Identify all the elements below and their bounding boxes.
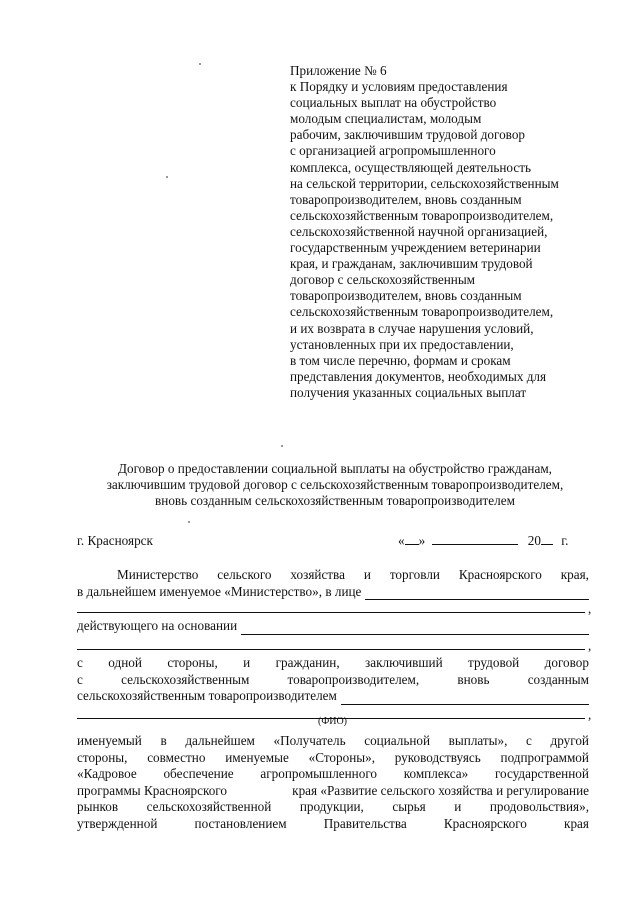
annex-line: с организацией агропромышленного (290, 143, 496, 159)
justified-line (77, 672, 589, 689)
annex-line: края, и гражданам, заключившим трудовой (290, 256, 533, 272)
word: постановлением (194, 815, 287, 831)
word: с (77, 655, 83, 670)
word: продовольствия», (489, 799, 589, 814)
annex-line: в том числе перечню, формам и срокам (290, 352, 511, 368)
annex-line: Приложение № 6 (290, 63, 387, 78)
annex-line: товаропроизводителем, вновь созданным (290, 191, 522, 207)
comma: , (588, 638, 592, 653)
annex-line: представления документов, необходимых для (290, 368, 547, 384)
comma: , (588, 601, 592, 616)
basis-label: действующего на основании (77, 618, 238, 633)
annex-line: установленных при их предоставлении, (290, 336, 514, 352)
word: сельскохозяйственной (146, 799, 272, 814)
representative-blank[interactable] (365, 587, 589, 600)
annex-line: товаропроизводителем, вновь созданным (290, 288, 522, 304)
word: социальной (364, 733, 431, 748)
word: вновь (457, 671, 490, 687)
word: хозяйства (290, 567, 345, 582)
scan-speck (281, 445, 283, 447)
word: и (363, 567, 371, 582)
blank-line[interactable] (77, 612, 585, 613)
word: товаропроизводителем, (287, 671, 420, 687)
year-prefix: 20 (527, 533, 541, 548)
word: выплаты», (448, 733, 508, 748)
scan-speck (199, 63, 201, 65)
word: утвержденной (77, 815, 158, 831)
basis-line (77, 618, 589, 635)
word: Красноярского (458, 567, 542, 582)
justified-line (77, 799, 589, 816)
justified-line (77, 766, 589, 783)
word: края, (560, 567, 589, 582)
word: гражданин, (275, 655, 340, 670)
annex-line: на сельской территории, сельскохозяйственным (290, 175, 559, 191)
justified-line (77, 655, 589, 672)
word: подпрограммой (500, 749, 589, 765)
word: стороны, (77, 749, 128, 765)
justified-line (77, 567, 589, 584)
word: сырья (392, 799, 426, 814)
word: с (526, 733, 532, 748)
word: продукции, (299, 799, 364, 814)
word: Министерство (117, 567, 199, 582)
date-quote-close: » (418, 533, 426, 548)
word: края «Развитие сельского хозяйства и регулирование (292, 782, 589, 798)
annex-line: сельскохозяйственной научной организацией, (290, 223, 548, 239)
representative-label: в дальнейшем именуемое «Министерство», в лице (77, 583, 362, 599)
justified-line (77, 750, 589, 767)
word: стороны, (167, 655, 218, 670)
word: «Кадровое (77, 766, 137, 781)
producer-blank[interactable] (341, 692, 589, 705)
annex-line: сельскохозяйственным товаропроизводителем, (290, 304, 554, 320)
contract-title (60, 461, 610, 510)
word: сельскохозяйственным (121, 671, 250, 687)
word: руководствуясь (394, 749, 481, 765)
scan-speck (166, 176, 168, 178)
word: рынков (77, 799, 119, 814)
word: «Стороны», (308, 749, 376, 765)
word: агропромышленного (260, 766, 378, 781)
year-suffix: г. (561, 533, 569, 548)
justified-line (77, 783, 589, 800)
scan-speck (188, 521, 190, 523)
word: государственной (494, 766, 589, 781)
word: Правительства (323, 815, 407, 831)
word: другой (550, 733, 589, 748)
justified-line (77, 816, 589, 833)
annex-line: комплекса, осуществляющей деятельность (290, 159, 531, 175)
word: края (564, 815, 589, 831)
word: и (454, 799, 462, 814)
paragraph-2 (77, 655, 589, 705)
word: и (243, 655, 251, 670)
word: трудовой (468, 655, 520, 670)
word: обеспечение (163, 766, 234, 781)
annex-line: и их возврата в случае нарушения условий, (290, 320, 534, 336)
word: в (160, 733, 167, 748)
annex-line: договор с сельскохозяйственным (290, 272, 476, 288)
word: именуемые (225, 749, 289, 765)
word: сельского (217, 567, 272, 582)
paragraph-1 (77, 567, 589, 600)
annex-line: к Порядку и условиям предоставления (290, 79, 508, 95)
word: именуемый (77, 733, 142, 748)
day-blank[interactable] (405, 533, 419, 545)
word: комплекса» (403, 766, 469, 781)
justified-line (77, 733, 589, 750)
word: Красноярского (443, 815, 527, 831)
word: дальнейшем (185, 733, 255, 748)
date-quote-open: « (398, 533, 405, 548)
producer-label: сельскохозяйственным товаропроизводителем (77, 688, 337, 703)
date-field (398, 533, 568, 549)
basis-blank[interactable] (241, 622, 589, 635)
annex-line: государственным учреждением ветеринарии (290, 240, 541, 256)
annex-line: сельскохозяйственным товаропроизводителем, (290, 207, 554, 223)
word: с (77, 671, 83, 687)
word: совместно (147, 749, 206, 765)
city-label: г. Красноярск (77, 533, 153, 548)
producer-line (77, 688, 589, 705)
word: договор (544, 655, 589, 670)
title-line: заключившим трудовой договор с сельскохозяйственным товаропроизводителем, (106, 477, 564, 493)
title-line: Договор о предоставлении социальной выплаты на обустройство гражданам, (118, 461, 552, 476)
title-line: вновь созданным сельскохозяйственным товаропроизводителем (155, 493, 515, 509)
fio-caption: (ФИО) (318, 716, 348, 727)
blank-line[interactable] (77, 649, 585, 650)
word: торговли (389, 567, 440, 582)
comma: , (588, 707, 592, 722)
month-blank[interactable] (432, 533, 518, 545)
annex-line: молодым специалистам, молодым (290, 111, 482, 127)
word: созданным (527, 671, 589, 687)
annex-line: социальных выплат на обустройство (290, 95, 497, 111)
annex-line: рабочим, заключившим трудовой договор (290, 127, 526, 143)
year-blank[interactable] (541, 533, 553, 545)
word: «Получатель (273, 733, 346, 748)
word: одной (108, 655, 142, 670)
word: заключивший (365, 655, 443, 670)
representative-line (77, 584, 589, 601)
annex-header (290, 63, 610, 401)
annex-line: получения указанных социальных выплат (290, 384, 527, 400)
paragraph-3 (77, 733, 589, 832)
word: программы Красноярского (77, 782, 227, 798)
basis-row (77, 618, 589, 635)
